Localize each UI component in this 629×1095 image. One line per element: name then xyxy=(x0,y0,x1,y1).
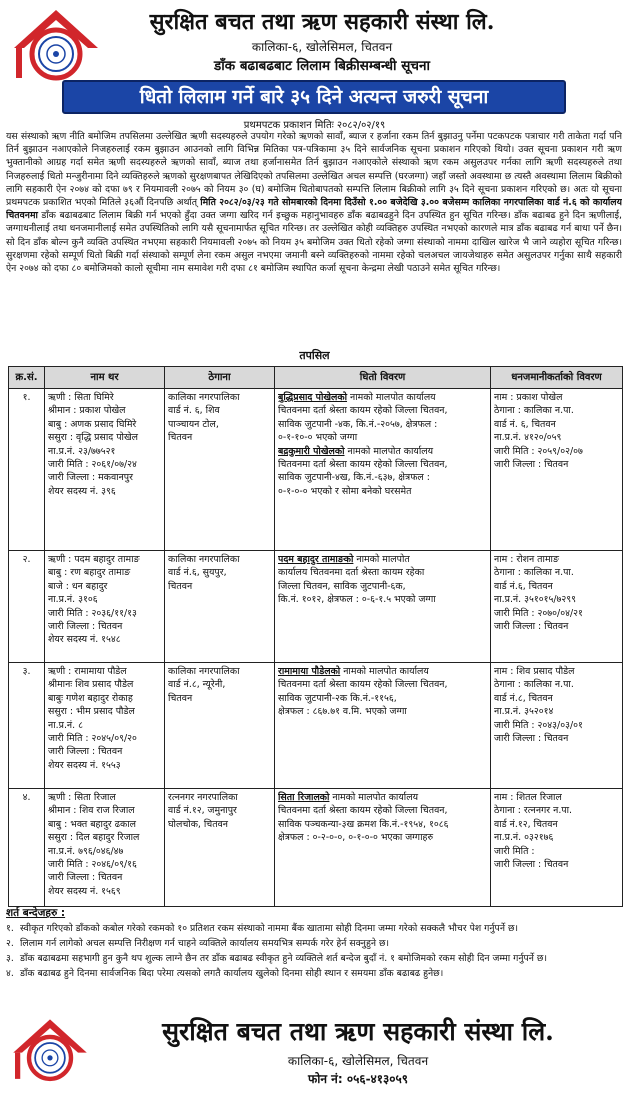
guarantor-cell-line: जारी जिल्ला : चितवन xyxy=(494,621,569,633)
condition-item xyxy=(6,922,622,935)
cooperative-logo xyxy=(8,4,104,86)
address-cell-line: कालिका नगरपालिका xyxy=(168,666,240,677)
borrower-cell xyxy=(45,389,165,551)
condition-text: स्वीकृत गरिएको डाँकको कबोल गरेको रकमको १० प्रतिशत रकम संस्थाको नाममा बैंक खातामा सोही दिनमा जम्मा गरेको सक्कलै भौचर पेश गर्नुपर्ने छ। xyxy=(20,923,518,934)
footer-phone xyxy=(98,1070,618,1087)
guarantor-cell-line: वार्ड नं.६, चितवन xyxy=(494,580,553,592)
address-cell-line: पाञ्चायन टोल, xyxy=(168,418,219,430)
address-cell-line: चितवन xyxy=(168,692,193,704)
collateral-line: साविक जुटपानी -४क, कि.नं.-२०५७, क्षेत्रफल : xyxy=(278,418,438,430)
address-cell xyxy=(165,789,275,907)
condition-item xyxy=(6,952,622,965)
borrower-cell-line: ससुरा : वृद्धि प्रसाद पोखेल xyxy=(48,432,139,444)
borrower-cell-line: ना.प्र.नं. ८ xyxy=(48,719,83,731)
conditions-list xyxy=(6,922,622,982)
borrower-cell-line: जारी मिति : २०३६/११/१३ xyxy=(48,607,137,619)
notice-header xyxy=(0,0,629,110)
borrower-cell-line: ना.प्र.नं. २३/७७५२१ xyxy=(48,445,116,457)
collateral-line: साविक पञ्चकन्या-३ख क्रमश कि.नं.-१९५४, १०८६ xyxy=(278,818,449,830)
collateral-first-line xyxy=(278,791,487,804)
table-row xyxy=(9,551,623,663)
borrower-cell-line: जारी मिति : २०४६/०९/१६ xyxy=(48,859,137,871)
borrower-cell-line: बाजे : धन बहादुर xyxy=(48,580,108,592)
organization-address: कालिका-६, खोलेसिमल, चितवन xyxy=(251,40,393,54)
borrower-cell-line: श्रीमान : शिव राज रिजाल xyxy=(48,805,135,817)
condition-text: डाँक बढाबढमा सहभागी हुन कुनै थप शुल्क लाग्ने छैन तर डाँक बढाबढ स्वीकृत हुने व्यक्तिले शर्त बन्देज बुदाँ नं. १ बमोजिमको रकम सोही दिन जम्मा गर्नुपर्ने छ। xyxy=(20,953,547,964)
collateral-cell xyxy=(275,789,491,907)
collateral-first-line xyxy=(278,553,487,566)
collateral-cell xyxy=(275,551,491,663)
borrower-cell-line: बाबु : अणक प्रसाद घिमिरे xyxy=(48,418,137,430)
address-cell-line: वार्ड नं. ६, शिव xyxy=(168,405,220,417)
header-address: ठेगाना xyxy=(165,367,275,389)
borrower-cell-line: ऋणी : सिता घिमिरे xyxy=(48,392,114,403)
guarantor-cell-line: जारी जिल्ला : चितवन xyxy=(494,733,569,745)
schedule-heading: तपसिल xyxy=(299,349,330,362)
organization-name: सुरक्षित बचत तथा ऋण सहकारी संस्था लि. xyxy=(149,9,495,35)
auction-date-highlight: मिति २०८२/०३/२३ गते सोमबारको दिनमा दिउँसो १.०० बजेदेखि ३.०० बजेसम्म कालिका नगरपालिका वार्ड नं.६ को कार्यालय चितवनमा xyxy=(6,197,622,222)
address-cell-line: घोलचोक, चितवन xyxy=(168,818,229,830)
publication-date-label: प्रथमपटक प्रकाशन मितिः xyxy=(243,120,334,131)
guarantor-cell-line: जारी जिल्ला : चितवन xyxy=(494,459,569,471)
borrower-cell-line: बाबु : भक्त बहादुर ढकाल xyxy=(48,818,137,830)
guarantor-cell-line: ना.प्र.नं. ३५२०१४ xyxy=(494,706,554,718)
condition-item xyxy=(6,967,622,980)
collateral-line: जिल्ला चितवन, साविक जुटपानी-६क, xyxy=(278,580,406,592)
guarantor-cell-line: जारी जिल्ला : चितवन xyxy=(494,859,569,871)
header-name: नाम थर xyxy=(45,367,165,389)
table-row xyxy=(9,389,623,551)
notice-banner: धितो लिलाम गर्ने बारे ३५ दिने अत्यन्त जरुरी सूचना xyxy=(62,80,566,114)
address-cell-line: चितवन xyxy=(168,580,193,592)
collateral-line: कार्यालय चितवनमा दर्ता श्रेस्ता कायम रहेका xyxy=(278,567,425,579)
guarantor-cell xyxy=(491,663,623,789)
header-serial: क्र.सं. xyxy=(9,367,45,389)
guarantor-cell-line: जारी मिति : २०४३/०३/०१ xyxy=(494,719,583,731)
notice-footer xyxy=(0,1010,629,1095)
collateral-line: क्षेत्रफल : ८६७.७१ व.मि. भएको जग्गा xyxy=(278,706,407,718)
guarantor-cell-line: ना.प्र.नं. ०३२१७६ xyxy=(494,832,554,844)
borrower-cell-line: शेयर सदस्य नं. १५४८ xyxy=(48,634,121,646)
borrower-cell-line: ऋणी : सिता रिजाल xyxy=(48,792,116,803)
guarantor-cell-line: नाम : रोशन तामाङ xyxy=(494,554,559,565)
condition-item xyxy=(6,937,622,950)
notice-body-part1: यस संस्थाको ऋण नीति बमोजिम तपसिलमा उल्लेखित ऋणी सदस्यहरुले उपयोग गरेको ऋणको सावाँ, ब्याज र हर्जाना रकम तिर्न बुझाउनु पर्नेमा पटकपटक पत्राचार गरी ताकेता गर्दा पनि तिर्न बुझाउन नआएकोले निजहरुलाई रकम बुझाउन आउनको लागि विभिन्न मितिका पत्र-पत्रिकामा ३५ दिने सार्वजनिक सूचना प्रकाशन गरिएको थियो। उक्त सूचना प्रकाशन गरी ऋण भुक्तानीको आग्रह गर्दा समेत ऋणी सदस्यहरुले ऋणको सावाँ, ब्याज तथा हर्जानासमेत तिर्न बुझाउन नआएकोले संस्थाको ऋण रकम असुलउपर गर्नका लागि ऋणी सदस्यहरुले तथा निजहरुलाई धितो मन्जुरीनामा दिने व्यक्तिहरुले ऋणको सुरक्षणबापत लेखिदिएको तपसिलमा उल्लेखित अचल सम्पत्ति (घरजग्गा) जहाँ जस्तो अवस्थामा छ त्यस्तै अवस्थामा लिलाम बिक्रीको लागि सहकारी ऐन २०७४ को दफा ७९ र नियमावली २०७५ को नियम ३० (घ) बमोजिम धितोबापतको सम्पत्ति लिलाम बिक्रीको लागि ३५ दिने सूचना प्रकाशन गरिएको छ। अतः यो सूचना प्रथमपटक प्रकाशित भएको मितिले ३६औं दिनपछि अर्थात् xyxy=(6,131,622,209)
collateral-cell xyxy=(275,663,491,789)
header-guarantor: धनजमानीकर्ताको विवरण xyxy=(491,367,623,389)
condition-text: लिलाम गर्न लागेको अचल सम्पत्ति निरीक्षण गर्न चाहने व्यक्तिले कार्यालय समयभित्र सम्पर्क गरेर हेर्न सक्नुहुने छ। xyxy=(20,938,390,949)
serial-cell: १. xyxy=(9,389,45,551)
condition-number: २. xyxy=(6,938,14,949)
collateral-text: नामको मालपोत कार्यालय xyxy=(343,666,429,677)
collateral-first-line xyxy=(278,391,487,404)
address-cell xyxy=(165,551,275,663)
guarantor-cell-line: जारी मिति : xyxy=(494,845,535,857)
address-cell-line: वार्ड नं.८, न्यूरेनी, xyxy=(168,679,226,691)
address-cell-line: वार्ड नं.१२, जमुनापुर xyxy=(168,805,237,817)
borrower-cell-line: जारी जिल्ला : चितवन xyxy=(48,621,123,633)
borrower-cell-line: ऋणी : रामामाया पौडेल xyxy=(48,666,127,677)
notice-subheading: डाँक बढाबढबाट लिलाम बिक्रीसम्बन्धी सूचना xyxy=(214,58,430,74)
guarantor-cell-line: नाम : शिव प्रसाद पौडेल xyxy=(494,666,575,677)
guarantor-cell-line: ठेगाना : कालिका न.पा. xyxy=(494,405,574,417)
serial-cell: ३. xyxy=(9,663,45,789)
borrower-cell-line: ससुरा : भीम प्रसाद पौडेल xyxy=(48,706,135,718)
land-owner-name: सिता रिजालको xyxy=(278,792,330,803)
collateral-text: नामको मालपोत कार्यालय xyxy=(347,445,434,457)
guarantor-cell xyxy=(491,389,623,551)
collateral-line: क्षेत्रफल : ०-२-०-०, ०-१-०-० भएका जग्गाहरु xyxy=(278,832,434,844)
guarantor-cell-line: नाम : प्रकाश पोखेल xyxy=(494,392,563,403)
phone-number: ०५६-४१३०५९ xyxy=(346,1072,408,1086)
guarantor-cell-line: ना.प्र.नं. ३५१०१५/७२९९ xyxy=(494,594,576,606)
collateral-text: नामको मालपोत xyxy=(356,554,410,565)
condition-number: १. xyxy=(6,923,14,934)
guarantor-cell-line: ठेगाना : रत्ननगर न.पा. xyxy=(494,805,573,817)
guarantor-cell xyxy=(491,551,623,663)
borrower-cell-line: श्रीमानः शिव प्रसाद पौडेल xyxy=(48,679,134,691)
collateral-first-line xyxy=(278,445,487,458)
phone-label: फोन नं: xyxy=(307,1072,343,1086)
table-row xyxy=(9,789,623,907)
borrower-cell-line: शेयर सदस्य नं. १५५३ xyxy=(48,759,121,771)
land-owner-name: रामामाया पौडेलको xyxy=(278,666,341,677)
guarantor-cell xyxy=(491,789,623,907)
address-cell-line: कालिका नगरपालिका xyxy=(168,554,240,565)
address-cell xyxy=(165,389,275,551)
collateral-line: चितवनमा दर्ता श्रेस्ता कायम रहेको जिल्ला चितवन, xyxy=(278,679,448,691)
footer-cooperative-logo xyxy=(8,1012,92,1088)
collateral-text: नामको मालपोत कार्यालय xyxy=(350,392,436,403)
condition-number: ४. xyxy=(6,968,14,979)
address-cell-line: कालिका नगरपालिका xyxy=(168,392,240,403)
collateral-first-line xyxy=(278,665,487,678)
borrower-cell-line: जारी मिति : २०४५/०९/२० xyxy=(48,733,137,745)
borrower-cell-line: शेयर सदस्य नं. १५६९ xyxy=(48,885,121,897)
land-owner-name: बद्रकुमारी पोखेलको xyxy=(278,445,345,457)
guarantor-cell-line: वार्ड नं.८, चितवन xyxy=(494,692,553,704)
header-collateral: धितो विवरण xyxy=(275,367,491,389)
collateral-cell xyxy=(275,389,491,551)
table-row xyxy=(9,663,623,789)
borrower-cell xyxy=(45,663,165,789)
borrower-cell-line: जारी जिल्ला : चितवन xyxy=(48,872,123,884)
notice-body xyxy=(6,130,622,344)
borrower-cell xyxy=(45,789,165,907)
collateral-text: नामको मालपोत कार्यालय xyxy=(332,792,419,803)
guarantor-cell-line: वार्ड नं. ६, चितवन xyxy=(494,418,556,430)
borrower-cell-line: जारी जिल्ला : चितवन xyxy=(48,746,123,758)
guarantor-cell-line: नाम : शितल रिजाल xyxy=(494,792,562,803)
borrower-cell xyxy=(45,551,165,663)
collateral-line: चितवनमा दर्ता श्रेस्ता कायम रहेको जिल्ला चितवन, xyxy=(278,459,448,471)
table-header-row xyxy=(9,367,623,389)
address-cell-line: वार्ड नं.६, सुयपुर, xyxy=(168,567,227,579)
guarantor-cell-line: ठेगाना : कालिका न.पा. xyxy=(494,679,574,691)
condition-number: ३. xyxy=(6,953,14,964)
borrower-cell-line: ऋणी : पदम बहादुर तामाङ xyxy=(48,554,140,565)
borrower-cell-line: ससुरा : दिल बहादुर रिजाल xyxy=(48,832,140,844)
notice-body-part2: डाँक बढाबढबाट लिलाम बिक्री गर्न भएको हुँदा उक्त जग्गा खरिद गर्न इच्छुक महानुभावहरु डाँक बढाबढहुने दिन उपस्थित हुन सूचित गरिन्छ। डाँक बढाबढ हुने दिन ऋणीलाई, जग्गाधनीलाई तथा धनजमानीलाई समेत उपस्थितिको लागि यसै सूचनामार्फत सूचित गरिन्छ। तर उल्लेखित कोही व्यक्तिहरु उपस्थित नभएको कारणले मात्र डाँक बढाबढ गर्न बाधा पर्ने छैन। सो दिन डाँक बोल्न कुनै व्यक्ति उपस्थित नभएमा सहकारी नियमावली २०७५ को नियम ३५ बमोजिम उक्त धितो रहेको जग्गा संस्थाको नाममा दाखिल खारेज भै जाने व्यहोरा सूचित गरिन्छ। सुरक्षणमा रहेको सम्पूर्ण धितो बिक्री गर्दा संस्थाको सम्पूर्ण लेना रकम असुल नभएमा जमानी बस्ने व्यक्तिहरुको नाममा रहेको चलअचल जायजेथाहरु समेत असुलउपर गर्नुका साथै सहकारी ऐन २०७४ को दफा ८० बमोजिमको कालो सूचीमा नाम समावेश गरी दफा ८१ बमोजिम स्थापित कर्जा सूचना केन्द्रमा लेखी पठाउने समेत सूचित गरिन्छ। xyxy=(6,210,622,275)
address-cell-line: चितवन xyxy=(168,432,193,444)
guarantor-cell-line: जारी मिति : २०५९/०२/०७ xyxy=(494,445,583,457)
publication-date xyxy=(0,117,629,131)
footer-organization-name: सुरक्षित बचत तथा ऋण सहकारी संस्था लि. xyxy=(162,1017,554,1046)
land-owner-name: पदम बहादुर तामाङको xyxy=(278,554,354,565)
collateral-line: चितवनमा दर्ता श्रेस्ता कायम रहेको जिल्ला चितवन, xyxy=(278,405,448,417)
borrower-cell-line: शेयर सदस्य नं. ३९६ xyxy=(48,485,116,497)
borrower-cell-line: ना.प्र.नं. ७९६/०४६/४७ xyxy=(48,845,124,857)
address-cell-line: रत्ननगर नगरपालिका xyxy=(168,792,238,803)
borrower-cell-line: श्रीमान : प्रकाश पोखेल xyxy=(48,405,126,417)
collateral-line: ०-१-०-० भएको र सोमा बनेको घरसमेत xyxy=(278,485,412,497)
collateral-line: ०-१-१०-० भएको जग्गा xyxy=(278,432,358,444)
borrower-cell-line: जारी जिल्ला : मकवानपुर xyxy=(48,472,133,484)
borrower-cell-line: बाबुः गणेश बहादुर रोकाह xyxy=(48,692,133,704)
collateral-line: साविक जुटपानी-२क कि.नं.-११५६, xyxy=(278,692,397,704)
borrower-cell-line: जारी मिति : २०६१/०७/२४ xyxy=(48,459,137,471)
land-owner-name: बुद्धिप्रसाद पोखेलको xyxy=(278,392,348,403)
address-cell xyxy=(165,663,275,789)
collateral-table xyxy=(8,366,623,907)
guarantor-cell-line: वार्ड नं.१२, चितवन xyxy=(494,818,558,830)
guarantor-cell-line: ना.प्र.नं. ४१२०/०५९ xyxy=(494,432,562,444)
guarantor-cell-line: जारी मिति : २०७०/०४/२१ xyxy=(494,607,583,619)
guarantor-cell-line: ठेगाना : कालिका न.पा. xyxy=(494,567,574,579)
borrower-cell-line: ना.प्र.नं. ३१०६ xyxy=(48,594,98,606)
serial-cell: २. xyxy=(9,551,45,663)
borrower-cell-line: बाबु : रण बहादुर तामाङ xyxy=(48,567,131,579)
footer-address: कालिका-६, खोलेसिमल, चितवन xyxy=(287,1054,429,1068)
conditions-title: शर्त बन्देजहरु : xyxy=(6,907,66,919)
condition-text: डाँक बढाबढ हुने दिनमा सार्वजनिक बिदा परेमा त्यसको लगतै कार्यालय खुलेको दिनमा सोही स्थान र समयमा डाँक बढाबढ हुनेछ। xyxy=(20,968,444,979)
serial-cell: ४. xyxy=(9,789,45,907)
collateral-line: साविक जुटपानी-४ख, कि.नं.-६३७, क्षेत्रफल : xyxy=(278,472,430,484)
collateral-line: कि.नं. १०१२, क्षेत्रफल : ०-६-१.५ भएको जग्गा xyxy=(278,594,436,606)
collateral-line: चितवनमा दर्ता श्रेस्ता कायम रहेको जिल्ला चितवन, xyxy=(278,805,448,817)
publication-date-value: २०८२/०२/१९ xyxy=(336,120,386,131)
